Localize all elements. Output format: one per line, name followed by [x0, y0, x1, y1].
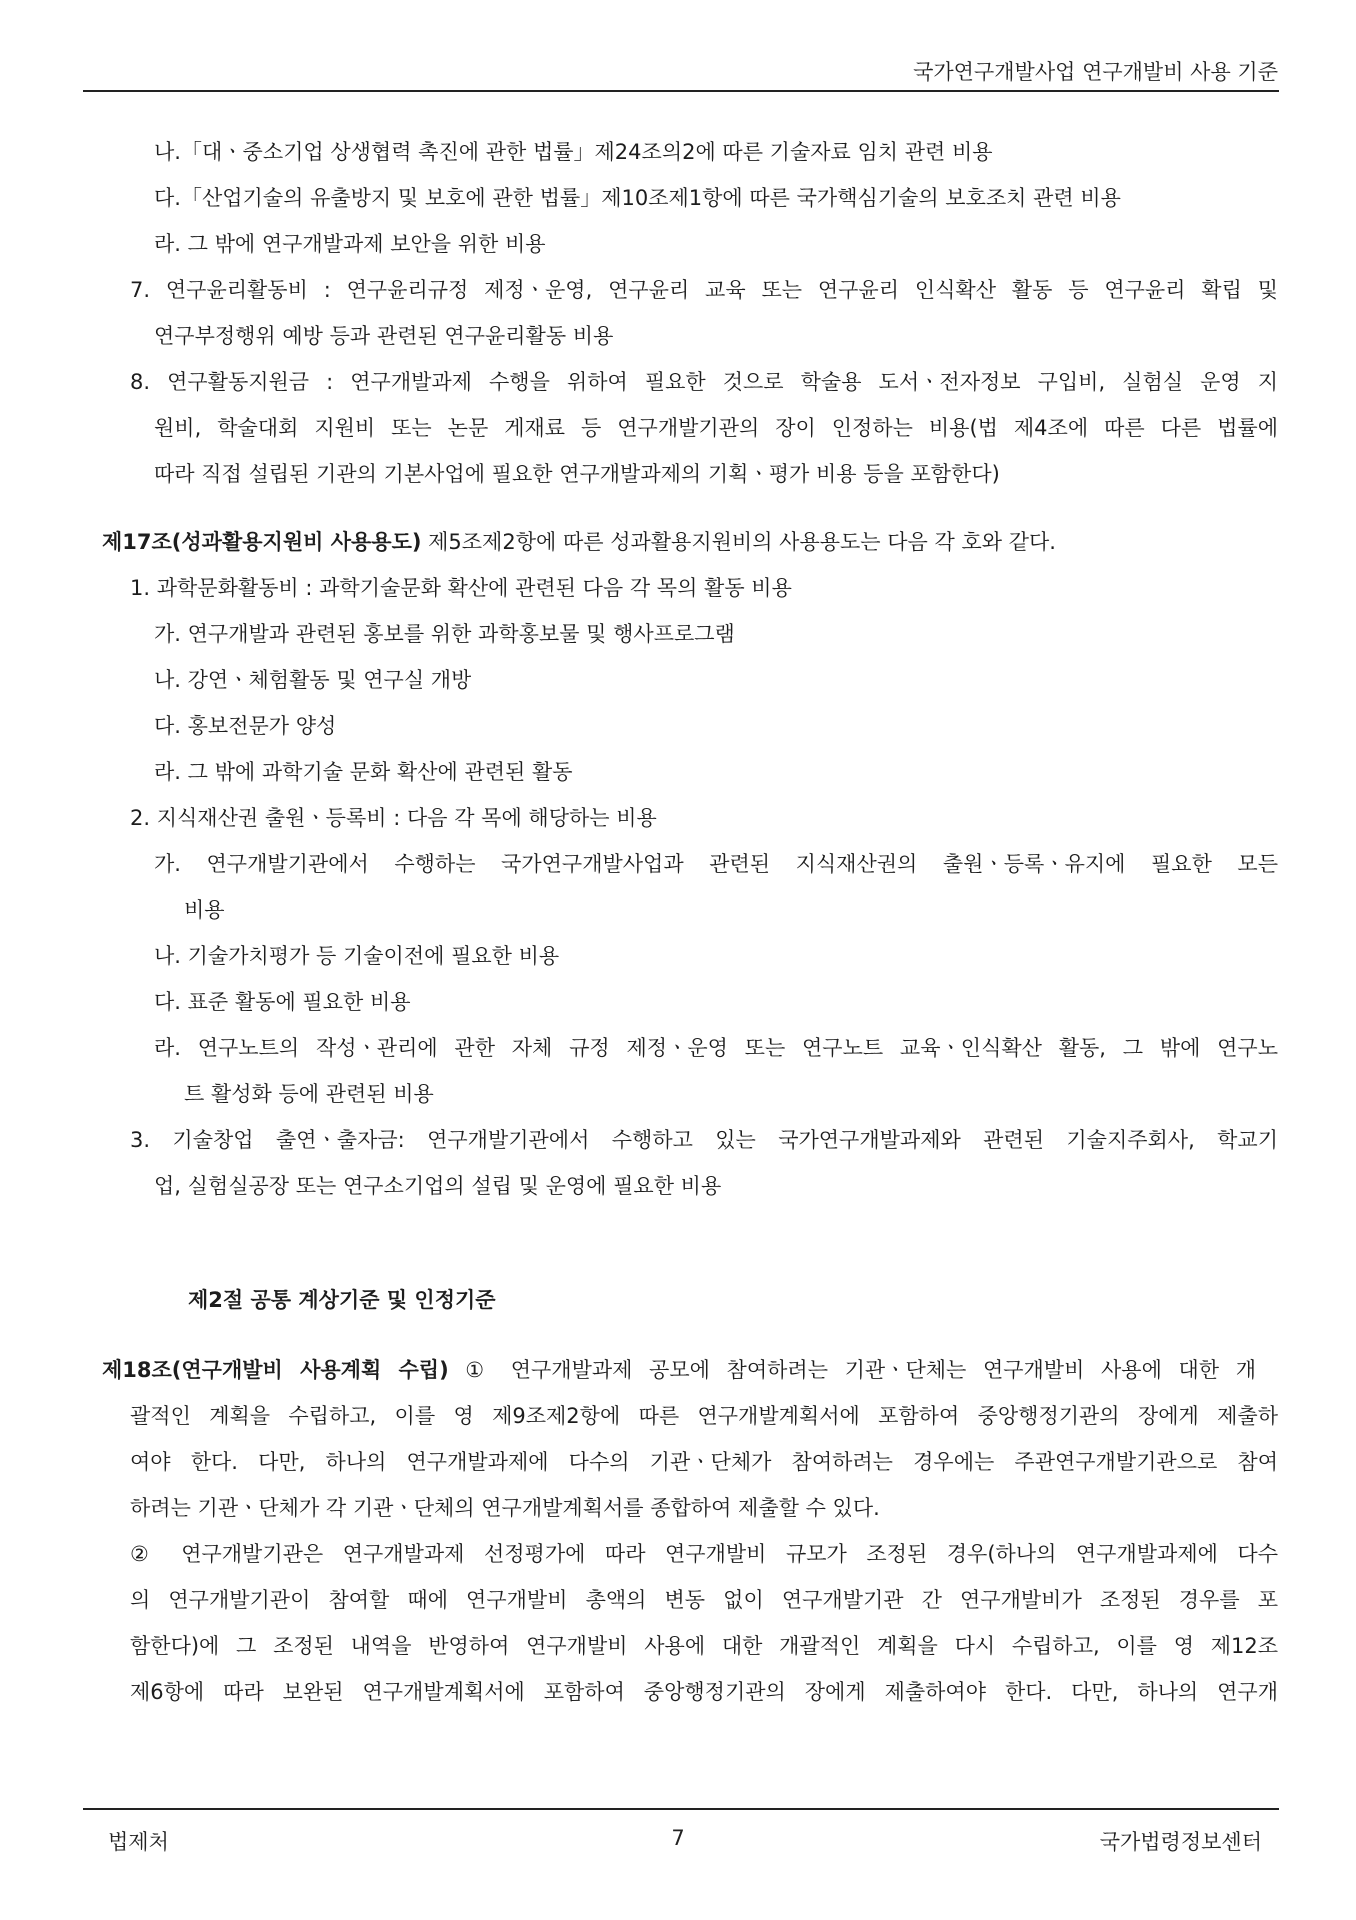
header-rule	[83, 90, 1279, 92]
text-line: 3. 기술창업 출연ㆍ출자금: 연구개발기관에서 수행하고 있는 국가연구개발과제와 관련된 기술지주회사, 학교기	[130, 1128, 1278, 1152]
article-17-text: 제5조제2항에 따른 성과활용지원비의 사용용도는 다음 각 호와 같다.	[421, 530, 1056, 554]
text-line: 나.「대ㆍ중소기업 상생협력 촉진에 관한 법률」제24조의2에 따른 기술자료 임치 관련 비용	[154, 140, 993, 164]
article-17	[102, 528, 1056, 556]
article-18-heading: 제18조(연구개발비 사용계획 수립)	[102, 1358, 449, 1382]
text-line: 가. 연구개발과 관련된 홍보를 위한 과학홍보물 및 행사프로그램	[154, 622, 735, 646]
text-line: 업, 실험실공장 또는 연구소기업의 설립 및 운영에 필요한 비용	[154, 1174, 722, 1198]
article-18-text: ① 연구개발과제 공모에 참여하려는 기관ㆍ단체는 연구개발비 사용에 대한 개	[448, 1358, 1256, 1382]
text-line: 괄적인 계획을 수립하고, 이를 영 제9조제2항에 따른 연구개발계획서에 포함하여 중앙행정기관의 장에게 제출하	[130, 1404, 1278, 1428]
section-heading: 제2절 공통 계상기준 및 인정기준	[188, 1288, 496, 1312]
text-line: 여야 한다. 다만, 하나의 연구개발과제에 다수의 기관ㆍ단체가 참여하려는 경우에는 주관연구개발기관으로 참여	[130, 1450, 1278, 1474]
page-number: 7	[671, 1826, 685, 1850]
article-18	[102, 1356, 1256, 1384]
article-17-heading: 제17조(성과활용지원비 사용용도)	[102, 530, 422, 554]
text-line: 라. 그 밖에 과학기술 문화 확산에 관련된 활동	[154, 760, 573, 784]
text-line: 제6항에 따라 보완된 연구개발계획서에 포함하여 중앙행정기관의 장에게 제출하여야 한다. 다만, 하나의 연구개	[130, 1680, 1278, 1704]
text-line: 함한다)에 그 조정된 내역을 반영하여 연구개발비 사용에 대한 개괄적인 계획을 다시 수립하고, 이를 영 제12조	[130, 1634, 1278, 1658]
text-line: 라. 그 밖에 연구개발과제 보안을 위한 비용	[154, 232, 546, 256]
text-line: 나. 기술가치평가 등 기술이전에 필요한 비용	[154, 944, 560, 968]
text-line: 나. 강연ㆍ체험활동 및 연구실 개방	[154, 668, 472, 692]
footer-publisher: 법제처	[108, 1830, 169, 1854]
footer-source: 국가법령정보센터	[1099, 1830, 1262, 1854]
text-line: 2. 지식재산권 출원ㆍ등록비 : 다음 각 목에 해당하는 비용	[130, 806, 657, 830]
text-line: 비용	[184, 898, 225, 922]
text-line: 원비, 학술대회 지원비 또는 논문 게재료 등 연구개발기관의 장이 인정하는 비용(법 제4조에 따른 다른 법률에	[154, 416, 1278, 440]
text-line: 다.「산업기술의 유출방지 및 보호에 관한 법률」제10조제1항에 따른 국가핵심기술의 보호조치 관련 비용	[154, 186, 1121, 210]
text-line: 1. 과학문화활동비 : 과학기술문화 확산에 관련된 다음 각 목의 활동 비용	[130, 576, 792, 600]
text-line: 연구부정행위 예방 등과 관련된 연구윤리활동 비용	[154, 324, 614, 348]
text-line: 가. 연구개발기관에서 수행하는 국가연구개발사업과 관련된 지식재산권의 출원ㆍ등록ㆍ유지에 필요한 모든	[154, 852, 1278, 876]
text-line: 따라 직접 설립된 기관의 기본사업에 필요한 연구개발과제의 기획ㆍ평가 비용 등을 포함한다)	[154, 462, 1000, 486]
text-line: 하려는 기관ㆍ단체가 각 기관ㆍ단체의 연구개발계획서를 종합하여 제출할 수 있다.	[130, 1496, 880, 1520]
text-line: 8. 연구활동지원금 : 연구개발과제 수행을 위하여 필요한 것으로 학술용 도서ㆍ전자정보 구입비, 실험실 운영 지	[130, 370, 1278, 394]
text-line: 트 활성화 등에 관련된 비용	[184, 1082, 434, 1106]
text-line: 다. 홍보전문가 양성	[154, 714, 337, 738]
text-line: ② 연구개발기관은 연구개발과제 선정평가에 따라 연구개발비 규모가 조정된 경우(하나의 연구개발과제에 다수	[130, 1542, 1278, 1566]
text-line: 의 연구개발기관이 참여할 때에 연구개발비 총액의 변동 없이 연구개발기관 간 연구개발비가 조정된 경우를 포	[130, 1588, 1278, 1612]
text-line: 라. 연구노트의 작성ㆍ관리에 관한 자체 규정 제정ㆍ운영 또는 연구노트 교육ㆍ인식확산 활동, 그 밖에 연구노	[154, 1036, 1278, 1060]
footer-rule	[83, 1808, 1279, 1810]
text-line: 7. 연구윤리활동비 : 연구윤리규정 제정ㆍ운영, 연구윤리 교육 또는 연구윤리 인식확산 활동 등 연구윤리 확립 및	[130, 278, 1278, 302]
text-line: 다. 표준 활동에 필요한 비용	[154, 990, 411, 1014]
running-header-title: 국가연구개발사업 연구개발비 사용 기준	[913, 60, 1278, 84]
